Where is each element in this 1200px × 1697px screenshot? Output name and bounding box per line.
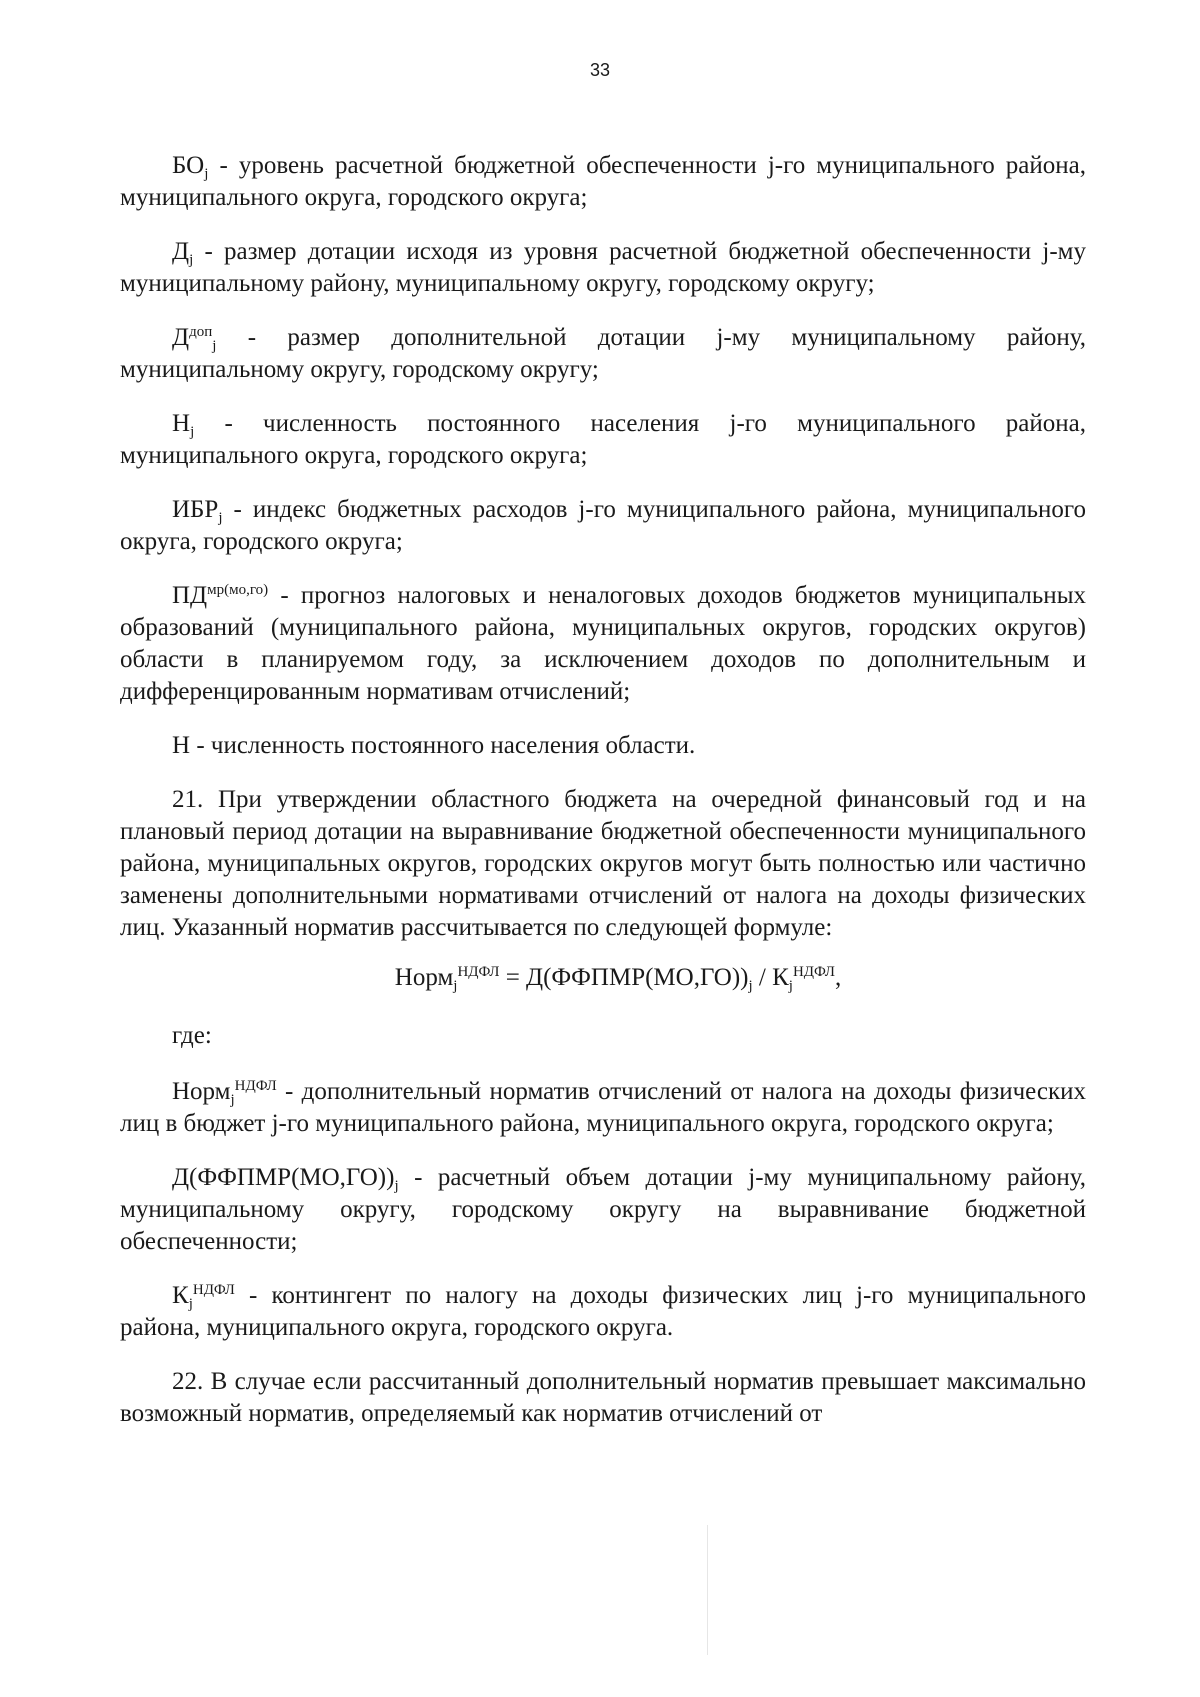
definition-symbol: Норм bbox=[172, 1078, 231, 1105]
definition-norm-ndfl bbox=[120, 1076, 1086, 1140]
definition-d-ffpmr bbox=[120, 1162, 1086, 1258]
definition-subscript: j bbox=[230, 1092, 235, 1108]
definition-symbol: К bbox=[172, 1282, 189, 1309]
formula-lhs-superscript: НДФЛ bbox=[457, 964, 500, 980]
definition-symbol: Д(ФФПМР(МО,ГО)) bbox=[172, 1164, 395, 1191]
definition-text: - прогноз налоговых и неналоговых доходов бюджетов муниципальных образований (муниципального района, муниципальных округов, городских округов) области в планируемом году, за исключением доходов по дополнительным и дифференцированным нормативам отчислений; bbox=[120, 582, 1086, 705]
definition-text: - размер дополнительной дотации j-му муниципальному району, муниципальному округу, городскому округу; bbox=[120, 324, 1086, 383]
page-number: 33 bbox=[589, 60, 611, 80]
definition-symbol: Д bbox=[172, 238, 190, 265]
formula-norm-ndfl bbox=[120, 962, 1086, 994]
formula-rhs-subscript: j bbox=[788, 978, 793, 994]
definition-bo bbox=[120, 150, 1086, 214]
definition-symbol: Д bbox=[172, 324, 190, 351]
definition-subscript: j bbox=[189, 252, 194, 268]
paragraph-22: 22. В случае если рассчитанный дополнительный норматив превышает максимально возможный норматив, определяемый как норматив отчислений от bbox=[120, 1368, 1086, 1427]
definition-text: - индекс бюджетных расходов j-го муниципального района, муниципального округа, городского округа; bbox=[120, 496, 1086, 555]
definition-n-j bbox=[120, 408, 1086, 472]
definition-superscript: НДФЛ bbox=[234, 1078, 277, 1094]
definition-ibr bbox=[120, 494, 1086, 558]
definition-subscript: j bbox=[204, 166, 209, 182]
definition-text: - контингент по налогу на доходы физических лиц j-го муниципального района, муниципального округа, городского округа. bbox=[120, 1282, 1086, 1341]
definition-superscript: НДФЛ bbox=[192, 1282, 235, 1298]
paragraph-21: 21. При утверждении областного бюджета на очередной финансовый год и на плановый период дотации на выравнивание бюджетной обеспеченности муниципального района, муниципальных округов, городских округов могут быть полностью или частично заменены дополнительными нормативами отчислений от налога на доходы физических лиц. Указанный норматив рассчитывается по следующей формуле: bbox=[120, 786, 1086, 941]
definition-pd bbox=[120, 580, 1086, 708]
definition-symbol: ИБР bbox=[172, 496, 219, 523]
definition-d bbox=[120, 236, 1086, 300]
definition-k-ndfl bbox=[120, 1280, 1086, 1344]
definition-symbol: Н bbox=[172, 410, 191, 437]
definition-text: - размер дотации исходя из уровня расчетной бюджетной обеспеченности j-му муниципальному району, муниципальному округу, городскому округу; bbox=[120, 238, 1086, 297]
formula-end: , bbox=[834, 964, 842, 991]
definition-superscript: доп bbox=[189, 324, 213, 340]
formula-divider: / К bbox=[752, 964, 789, 991]
definition-subscript: j bbox=[212, 338, 217, 354]
definition-text: - численность постоянного населения j-го муниципального района, муниципального округа, городского округа; bbox=[120, 410, 1086, 469]
definition-symbol: ПД bbox=[172, 582, 208, 609]
definition-subscript: j bbox=[188, 1296, 193, 1312]
formula-middle: = Д(ФФПМР(МО,ГО)) bbox=[499, 964, 749, 991]
document-body bbox=[120, 150, 1086, 1452]
definition-text: - расчетный объем дотации j-му муниципальному району, муниципальному округу, городскому округу на выравнивание бюджетной обеспеченности; bbox=[120, 1164, 1086, 1255]
definition-superscript: мр(мо,го) bbox=[207, 582, 269, 598]
definition-symbol: Н bbox=[172, 732, 191, 759]
where-label: где: bbox=[172, 1022, 212, 1049]
definition-text: - численность постоянного населения области. bbox=[190, 732, 696, 759]
definition-symbol: БО bbox=[172, 152, 205, 179]
definition-subscript: j bbox=[394, 1178, 399, 1194]
definition-subscript: j bbox=[218, 510, 223, 526]
formula-lhs-subscript: j bbox=[453, 978, 458, 994]
scan-artifact-line bbox=[707, 1525, 708, 1655]
definition-subscript: j bbox=[190, 424, 195, 440]
definition-d-dop bbox=[120, 322, 1086, 386]
formula-middle-subscript: j bbox=[748, 978, 753, 994]
formula-lhs: Норм bbox=[394, 964, 454, 991]
definition-text: - дополнительный норматив отчислений от налога на доходы физических лиц в бюджет j-го муниципального района, муниципального округа, городского округа; bbox=[120, 1078, 1086, 1137]
formula-rhs-superscript: НДФЛ bbox=[792, 964, 835, 980]
definition-n bbox=[120, 730, 1086, 762]
definition-text: - уровень расчетной бюджетной обеспеченности j-го муниципального района, муниципального округа, городского округа; bbox=[120, 152, 1086, 211]
